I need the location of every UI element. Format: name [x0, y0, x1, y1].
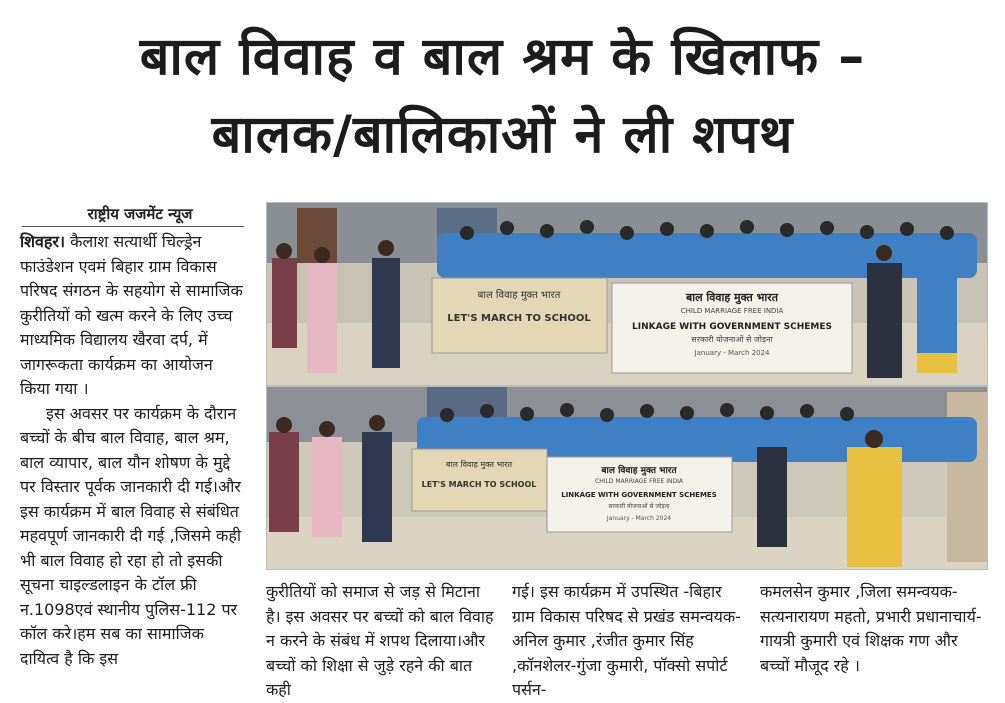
photo1-banner-right-title: बाल विवाह मुक्त भारत: [686, 291, 778, 304]
article-column-4: कमलसेन कुमार ,जिला समन्वयक-सत्यनारायण महतो, प्रभारी प्रधानाचार्य-गायत्री कुमारी एवं शिक्षक गण और बच्चों मौजूद रहे ।: [760, 582, 982, 675]
photo-students-oath-1: [266, 202, 988, 386]
photo2-banner-left-top: बाल विवाह मुक्त भारत: [445, 460, 513, 469]
byline-rule: [22, 226, 244, 227]
dateline: शिवहर।: [20, 232, 66, 251]
paragraph-1: कैलाश सत्यार्थी चिल्ड्रेन फाउंडेशन एवमं बिहार ग्राम विकास परिषद संगठन के सहयोग से सामाजिक कुरीतियों को खत्म करने के लिए उच्च माध्यमिक विद्यालय खैरवा दर्प, में जागरूकता कार्यक्रम का आयोजन किया गया ।: [20, 232, 243, 398]
byline: राष्ट्रीय जजमेंट न्यूज: [87, 205, 193, 223]
headline-line-1: बाल विवाह व बाल श्रम के खिलाफ –: [139, 27, 866, 87]
photo2-banner-right-sub: CHILD MARRIAGE FREE INDIA: [595, 478, 683, 485]
photo1-banner-right-main: LINKAGE WITH GOVERNMENT SCHEMES: [632, 322, 832, 332]
paragraph-2: इस अवसर पर कार्यक्रम के दौरान बच्चों के बीच बाल विवाह, बाल श्रम, बाल व्यापार, बाल यौन शोषण के मुद्दे पर विस्तार पूर्वक जानकारी दी गई।और इस कार्यक्रम में बाल विवाह से संबंधित महवपूर्ण जानकारी दी गई ,जिसमे कही भी बाल विवाह हो रहा हो तो इसकी सूचना चाइल्डलाइन के टॉल फ्री न.1098एवं स्थानीय पुलिस-112 पर कॉल करे।हम सब का सामाजिक दायित्व है कि इस: [20, 403, 241, 668]
photo2-banner-right-date: January - March 2024: [606, 515, 672, 522]
photo2-banner-right-main: LINKAGE WITH GOVERNMENT SCHEMES: [561, 491, 717, 499]
article-column-3: गई। इस कार्यक्रम में उपस्थित -बिहार ग्राम विकास परिषद से प्रखंड समन्वयक- अनिल कुमार ,रंजीत कुमार सिंह ,कॉनशेलर-गुंजा कुमारी, पॉक्सो सपोर्ट पर्सन-: [512, 582, 741, 699]
headline-line-2: बालक/बालिकाओं ने ली शपथ: [211, 105, 794, 165]
article-column-2: कुरीतियों को समाज से जड़ से मिटाना है। इस अवसर पर बच्चों को बाल विवाह न करने के संबंध में शपथ दिलाया।और बच्चों को शिक्षा से जुड़े रहने की बात कही: [266, 582, 494, 699]
photo-students-oath-2: [266, 386, 988, 570]
photo1-banner-right-hindi: सरकारी योजनाओं से जोड़ना: [691, 335, 773, 344]
photo2-banner-right-title: बाल विवाह मुक्त भारत: [601, 466, 677, 476]
article-column-1: [20, 230, 246, 671]
photo1-banner-right-date: January - March 2024: [694, 349, 770, 357]
photo2-banner-right-hindi: सरकारी योजनाओं से जोड़ना: [608, 503, 670, 510]
photo1-banner-right-sub: CHILD MARRIAGE FREE INDIA: [680, 307, 784, 315]
photo1-banner-left: LET'S MARCH TO SCHOOL: [447, 313, 591, 324]
photo1-banner-left-top: बाल विवाह मुक्त भारत: [477, 290, 561, 301]
headline: [0, 18, 1005, 174]
photo2-banner-left: LET'S MARCH TO SCHOOL: [421, 480, 537, 489]
